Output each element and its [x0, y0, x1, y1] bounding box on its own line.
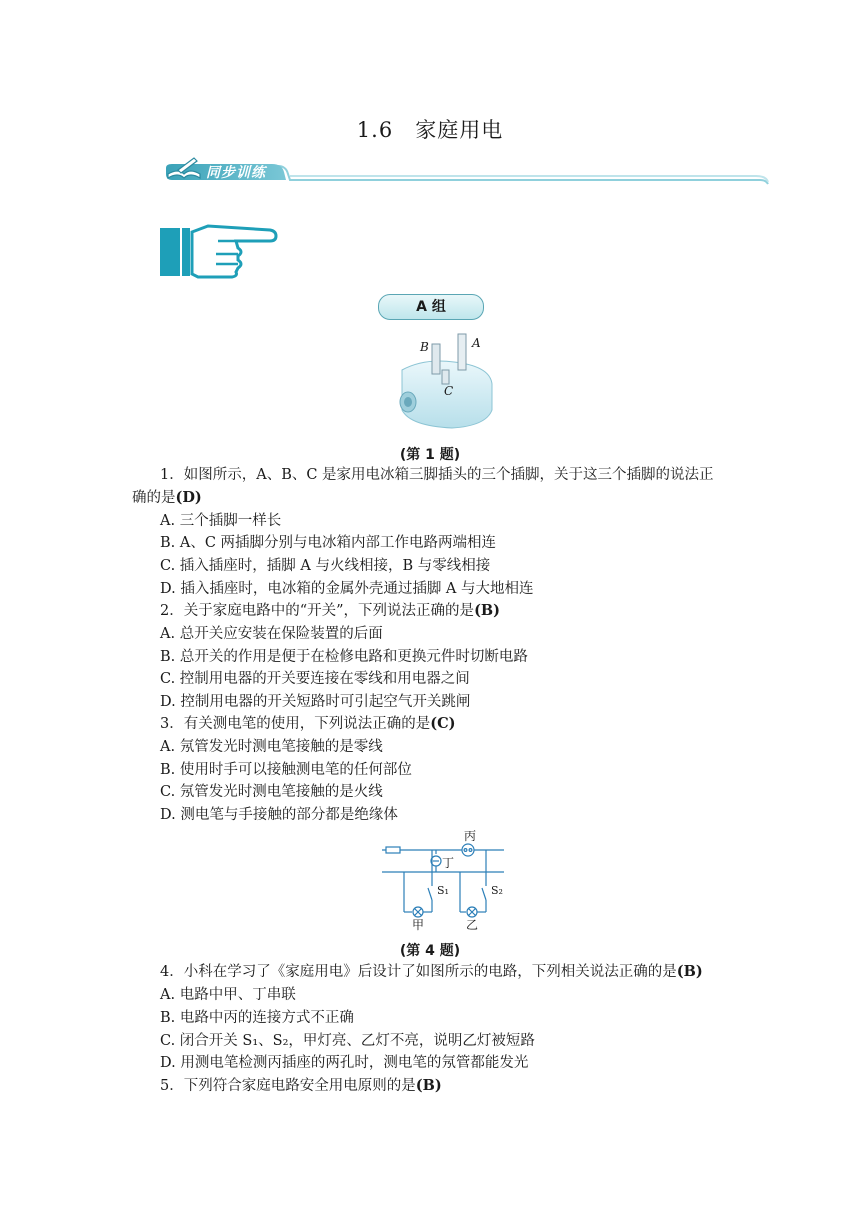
q4-option-a: A. 电路中甲、丁串联 [160, 987, 296, 1003]
figure-1-caption: (第 1 题) [399, 447, 461, 463]
q3-option-b: B. 使用时手可以接触测电笔的任何部位 [160, 762, 412, 778]
q1-answer: (D) [175, 489, 202, 506]
q3-stem: 3．有关测电笔的使用，下列说法正确的是(C) [160, 715, 456, 732]
q4-stem: 4．小科在学习了《家庭用电》后设计了如图所示的电路，下列相关说法正确的是(B) [160, 963, 703, 980]
q2-option-d: D. 控制用电器的开关短路时可引起空气开关跳闸 [160, 694, 471, 710]
circuit-label-jia: 甲 [412, 918, 425, 932]
pointing-hand-icon [158, 222, 278, 280]
section-number: 1.6 [356, 118, 394, 142]
plug-label-c: C [444, 384, 454, 398]
three-pin-plug-figure [394, 332, 498, 432]
plug-label-a: A [472, 336, 481, 350]
household-circuit-figure [378, 828, 508, 934]
banner-label: 同步训练 [206, 165, 266, 181]
q4-option-c: C. 闭合开关 S₁、S₂，甲灯亮、乙灯不亮，说明乙灯被短路 [160, 1033, 535, 1049]
q4-answer: (B) [676, 963, 703, 980]
page-title [0, 114, 860, 144]
q4-option-b: B. 电路中丙的连接方式不正确 [160, 1010, 354, 1026]
circuit-label-yi: 乙 [466, 918, 479, 932]
q2-stem: 2．关于家庭电路中的“开关”，下列说法正确的是(B) [160, 602, 501, 619]
q2-answer: (B) [474, 602, 501, 619]
q3-option-d: D. 测电笔与手接触的部分都是绝缘体 [160, 807, 398, 823]
q1-stem-line2: 确的是(D) [132, 489, 202, 506]
q2-option-b: B. 总开关的作用是便于在检修电路和更换元件时切断电路 [160, 649, 528, 665]
q4-option-d: D. 用测电笔检测丙插座的两孔时，测电笔的氖管都能发光 [160, 1055, 529, 1071]
section-title: 家庭用电 [415, 118, 504, 142]
q5-stem: 5．下列符合家庭电路安全用电原则的是(B) [160, 1077, 442, 1094]
q3-answer: (C) [430, 715, 456, 732]
group-label: A 组 [378, 294, 484, 320]
q3-option-a: A. 氖管发光时测电笔接触的是零线 [160, 739, 383, 755]
q1-option-c: C. 插入插座时，插脚 A 与火线相接，B 与零线相接 [160, 558, 491, 574]
q1-option-b: B. A、C 两插脚分别与电冰箱内部工作电路两端相连 [160, 535, 497, 551]
q2-option-a: A. 总开关应安装在保险装置的后面 [160, 626, 383, 642]
plug-label-b: B [420, 340, 429, 354]
q3-option-c: C. 氖管发光时测电笔接触的是火线 [160, 784, 383, 800]
q1-option-a: A. 三个插脚一样长 [160, 513, 282, 529]
book-pen-icon [164, 154, 204, 182]
figure-4-caption: (第 4 题) [399, 943, 461, 959]
q1-option-d: D. 插入插座时，电冰箱的金属外壳通过插脚 A 与大地相连 [160, 581, 534, 597]
q2-option-c: C. 控制用电器的开关要连接在零线和用电器之间 [160, 671, 470, 687]
q1-stem-line1: 1．如图所示，A、B、C 是家用电冰箱三脚插头的三个插脚，关于这三个插脚的说法正 [160, 467, 714, 483]
circuit-label-s2: S₂ [491, 884, 503, 897]
circuit-label-bing: 丙 [464, 829, 477, 843]
circuit-label-ding: 丁 [442, 856, 455, 870]
q5-answer: (B) [415, 1077, 442, 1094]
circuit-label-s1: S₁ [437, 884, 449, 897]
